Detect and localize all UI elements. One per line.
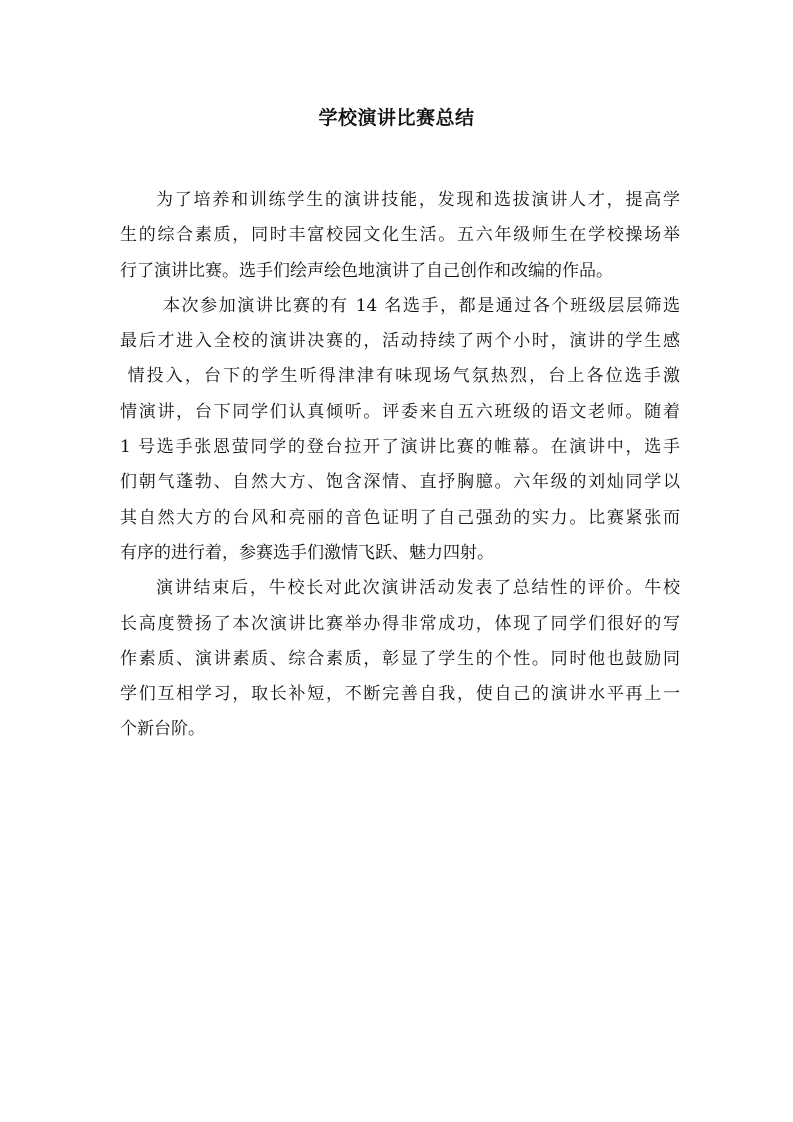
- paragraph-1-line-3: 行了演讲比赛。选手们绘声绘色地演讲了自己创作和改编的作品。: [120, 260, 613, 281]
- paragraph-3-line-3: 作素质、演讲素质、综合素质，彰显了学生的个性。同时他也鼓励同: [120, 648, 680, 669]
- paragraph-2-line-8: 有序的进行着，参赛选手们激情飞跃、魅力四射。: [120, 542, 494, 563]
- document-title: 学校演讲比赛总结: [318, 107, 475, 129]
- paragraph-2-line-6: 们朝气蓬勃、自然大方、饱含深情、直抒胸臆。六年级的刘灿同学以: [120, 472, 680, 493]
- paragraph-2-line-2: 最后才进入全校的演讲决赛的，活动持续了两个小时，演讲的学生感: [120, 331, 680, 352]
- paragraph-3-line-4: 学们互相学习，取长补短，不断完善自我，使自己的演讲水平再上一: [120, 684, 680, 705]
- paragraph-3-line-5: 个新台阶。: [120, 719, 205, 740]
- document-body: [120, 183, 680, 748]
- paragraph-2-line-5: 1 号选手张恩萤同学的登台拉开了演讲比赛的帷幕。在演讲中，选手: [120, 437, 680, 458]
- paragraph-3-line-1: 演讲结束后，牛校长对此次演讲活动发表了总结性的评价。牛校: [156, 578, 680, 599]
- paragraph-2-line-7: 其自然大方的台风和亮丽的音色证明了自己强劲的实力。比赛紧张而: [120, 507, 680, 528]
- paragraph-3-line-2: 长高度赞扬了本次演讲比赛举办得非常成功，体现了同学们很好的写: [120, 613, 680, 634]
- paragraph-2-line-3: 情投入，台下的学生听得津津有味现场气氛热烈，台上各位选手激: [120, 366, 680, 387]
- paragraph-1-line-1: 为了培养和训练学生的演讲技能，发现和选拔演讲人才，提高学: [156, 190, 680, 210]
- paragraph-1-line-2: 生的综合素质，同时丰富校园文化生活。五六年级师生在学校操场举: [120, 225, 680, 246]
- paragraph-2-line-1: 本次参加演讲比赛的有 14 名选手，都是通过各个班级层层筛选: [156, 295, 680, 316]
- paragraph-2-line-4: 情演讲，台下同学们认真倾听。评委来自五六班级的语文老师。随着: [120, 401, 680, 422]
